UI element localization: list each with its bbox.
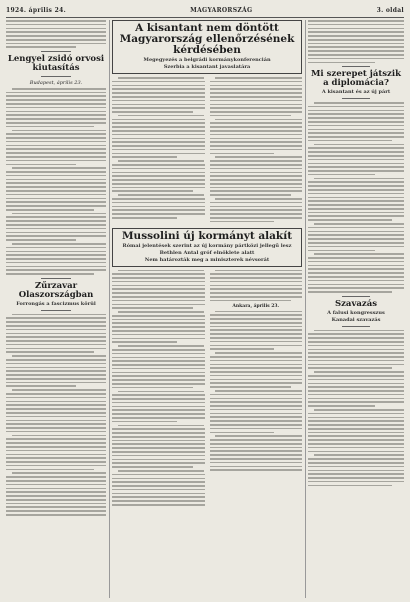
lead-article-body — [112, 77, 302, 224]
divider — [342, 66, 371, 67]
lead-article-box — [112, 20, 302, 74]
masthead-title: MAGYARORSZÁG — [190, 6, 253, 14]
column-divider — [109, 20, 110, 598]
second-subhead: Római jelentések szerint az új kormány pártközi jellegű lesz — [122, 242, 292, 249]
article-subhead: A kisantant és az új párt — [321, 89, 391, 96]
second-article-body — [112, 270, 302, 508]
divider — [41, 51, 71, 52]
second-article-box — [112, 228, 302, 267]
divider — [342, 98, 371, 99]
divider — [342, 296, 371, 297]
article-body — [6, 314, 106, 516]
second-subhead-secondary: Bethlen Antal gróf elnöklete alatt — [159, 249, 255, 256]
second-headline: Mussolini új kormányt alakít — [121, 229, 293, 242]
divider — [41, 278, 71, 279]
divider — [41, 76, 71, 77]
article-headline: Szavazás — [334, 298, 378, 309]
masthead-rule — [6, 17, 404, 18]
article-subhead: A falusi kongresszus — [327, 309, 385, 316]
article-body — [6, 88, 106, 275]
lead-subhead: Megegyezés a belgrádi kormánykonferencián — [143, 57, 271, 64]
divider — [342, 326, 371, 327]
column-left — [6, 20, 106, 598]
masthead-page-number: 3. oldal — [376, 6, 404, 14]
second-subhead-tertiary: Nem határozták meg a miniszterek névsorát — [144, 256, 270, 263]
article-body — [308, 330, 404, 487]
article-headline: Lengyel zsidó orvosi kiutasítás — [7, 54, 105, 73]
article-subhead: Forrongás a fascizmus körül — [16, 300, 96, 307]
section-dateline: Ankara, április 23. — [232, 303, 280, 309]
column-center — [112, 20, 302, 598]
masthead — [6, 4, 404, 16]
divider — [41, 310, 71, 311]
lead-headline: A kisantant nem döntött Magyarország ellenőrzésének kérdésében — [119, 22, 295, 57]
column-divider — [305, 20, 306, 598]
article-body — [308, 20, 404, 63]
dateline: Budapest, április 23. — [29, 79, 83, 86]
article-body — [6, 20, 106, 48]
article-body — [308, 102, 404, 293]
lead-subhead-secondary: Szerbia a kisantant javaslatára — [163, 64, 251, 71]
masthead-date: 1924. április 24. — [6, 6, 66, 14]
article-headline: Mi szerepet játszik a diplomácia? — [311, 69, 401, 89]
article-subhead-secondary: Kanadai szavazás — [331, 316, 381, 323]
article-headline: Zűrzavar Olaszországban — [18, 280, 94, 300]
column-right — [308, 20, 404, 598]
